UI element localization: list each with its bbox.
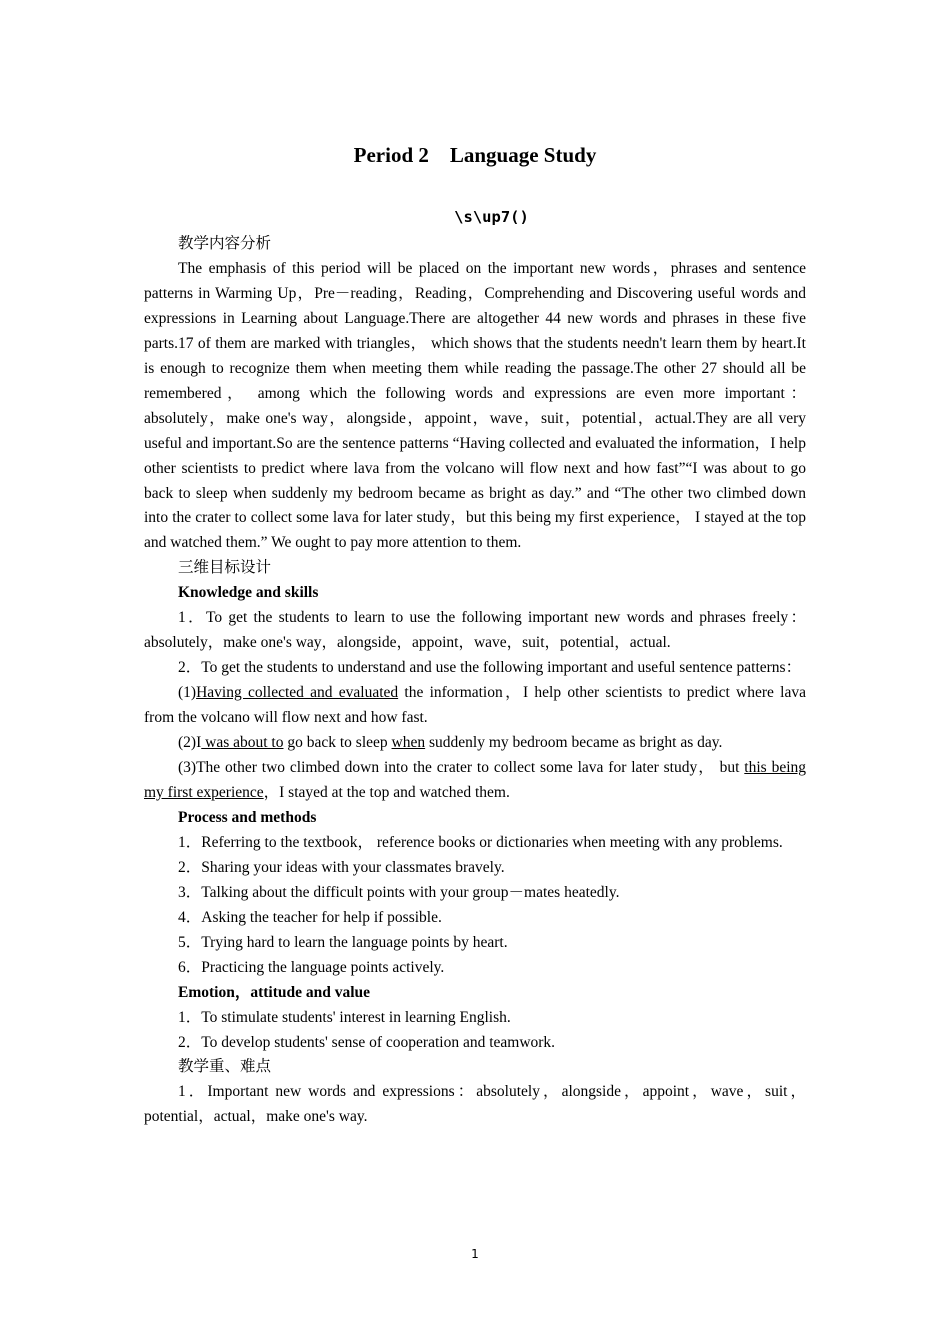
page-number: 1	[471, 1247, 479, 1261]
analysis-heading: 教学内容分析	[178, 235, 272, 252]
sentence-pattern-3-underlined: this being my first experience	[144, 759, 806, 801]
document-body	[144, 232, 806, 1130]
key-points-item-1: 1．Important new words and expressions：absolutely，alongside，appoint，wave，suit，potential，actual，make one's way.	[144, 1083, 806, 1126]
knowledge-item-1: 1．To get the students to learn to use the following important new words and phrases freely：absolutely，make one's way，alongside，appoint，wave，suit，potential，actual.	[144, 609, 806, 652]
sentence-pattern-1-rest: the information，I help other scientists to predict where lava from the volcano will flow next and how fast.	[144, 684, 806, 727]
process-item: 1．Referring to the textbook， reference books or dictionaries when meeting with any problems.	[178, 833, 783, 851]
sentence-pattern-2	[144, 731, 806, 756]
knowledge-item-2: 2．To get the students to understand and use the following important and useful sentence patterns：	[178, 659, 802, 677]
sentence-pattern-3-rest: ，I stayed at the top and watched them.	[263, 783, 510, 801]
sentence-pattern-2-rest: suddenly my bedroom became as bright as day.	[425, 734, 723, 752]
sentence-pattern-2-mid: go back to sleep	[283, 734, 392, 752]
sentence-pattern-2-underlined-a: was about to	[201, 734, 284, 752]
key-points-heading: 教学重、难点	[178, 1058, 272, 1076]
sentence-pattern-3-text: (3)The other two climbed down into the crater to collect some lava for later study， but	[178, 759, 745, 777]
field-code-line: \s\up7()	[454, 208, 529, 226]
process-item: 2．Sharing your ideas with your classmates bravely.	[178, 858, 505, 876]
sentence-pattern-2-prefix: (2)I	[178, 734, 202, 752]
sentence-pattern-1	[144, 681, 806, 731]
process-heading: Process and methods	[178, 808, 317, 826]
sentence-pattern-1-prefix: (1)	[178, 684, 197, 702]
sentence-pattern-1-underlined: Having collected and evaluated	[196, 684, 399, 702]
sentence-pattern-3	[144, 756, 806, 806]
analysis-paragraph: The emphasis of this period will be placed on the important new words，phrases and sentence patterns in Warming Up，Pre－reading，Reading，Comprehending and Discovering useful words and expressions in Learning about Language.There are altogether 44 new words and phrases in these five parts.17 of them are marked with triangles， which shows that the students needn't learn them by heart.It is enough to recognize them when meeting them while reading the passage.The other 27 should all be remembered， among which the following words and expressions are even more important：absolutely，make one's way，alongside，appoint，wave，suit，potential，actual.They are all very useful and important.So are the sentence patterns “Having collected and evaluated the information，I help other scientists to predict where lava from the volcano will flow next and how fast”“I was about to go back to sleep when suddenly my bedroom became as bright as day.” and “The other two climbed down into the crater to collect some lava for later study，but this being my first experience， I stayed at the top and watched them.” We ought to pay more attention to them.	[144, 259, 806, 552]
process-item: 3．Talking about the difficult points with your group－mates heatedly.	[178, 883, 620, 901]
goals-heading: 三维目标设计	[178, 559, 272, 577]
sentence-pattern-2-underlined-b: when	[391, 734, 426, 752]
process-item: 6．Practicing the language points actively.	[178, 958, 445, 976]
emotion-item: 2．To develop students' sense of cooperation and teamwork.	[178, 1033, 556, 1051]
process-item: 4．Asking the teacher for help if possible.	[178, 908, 442, 926]
emotion-heading: Emotion，attitude and value	[178, 983, 371, 1001]
page-title: Period 2 Language Study	[353, 143, 597, 167]
emotion-item: 1．To stimulate students' interest in learning English.	[178, 1008, 511, 1026]
knowledge-heading: Knowledge and skills	[178, 584, 319, 602]
process-item: 5．Trying hard to learn the language points by heart.	[178, 933, 508, 951]
